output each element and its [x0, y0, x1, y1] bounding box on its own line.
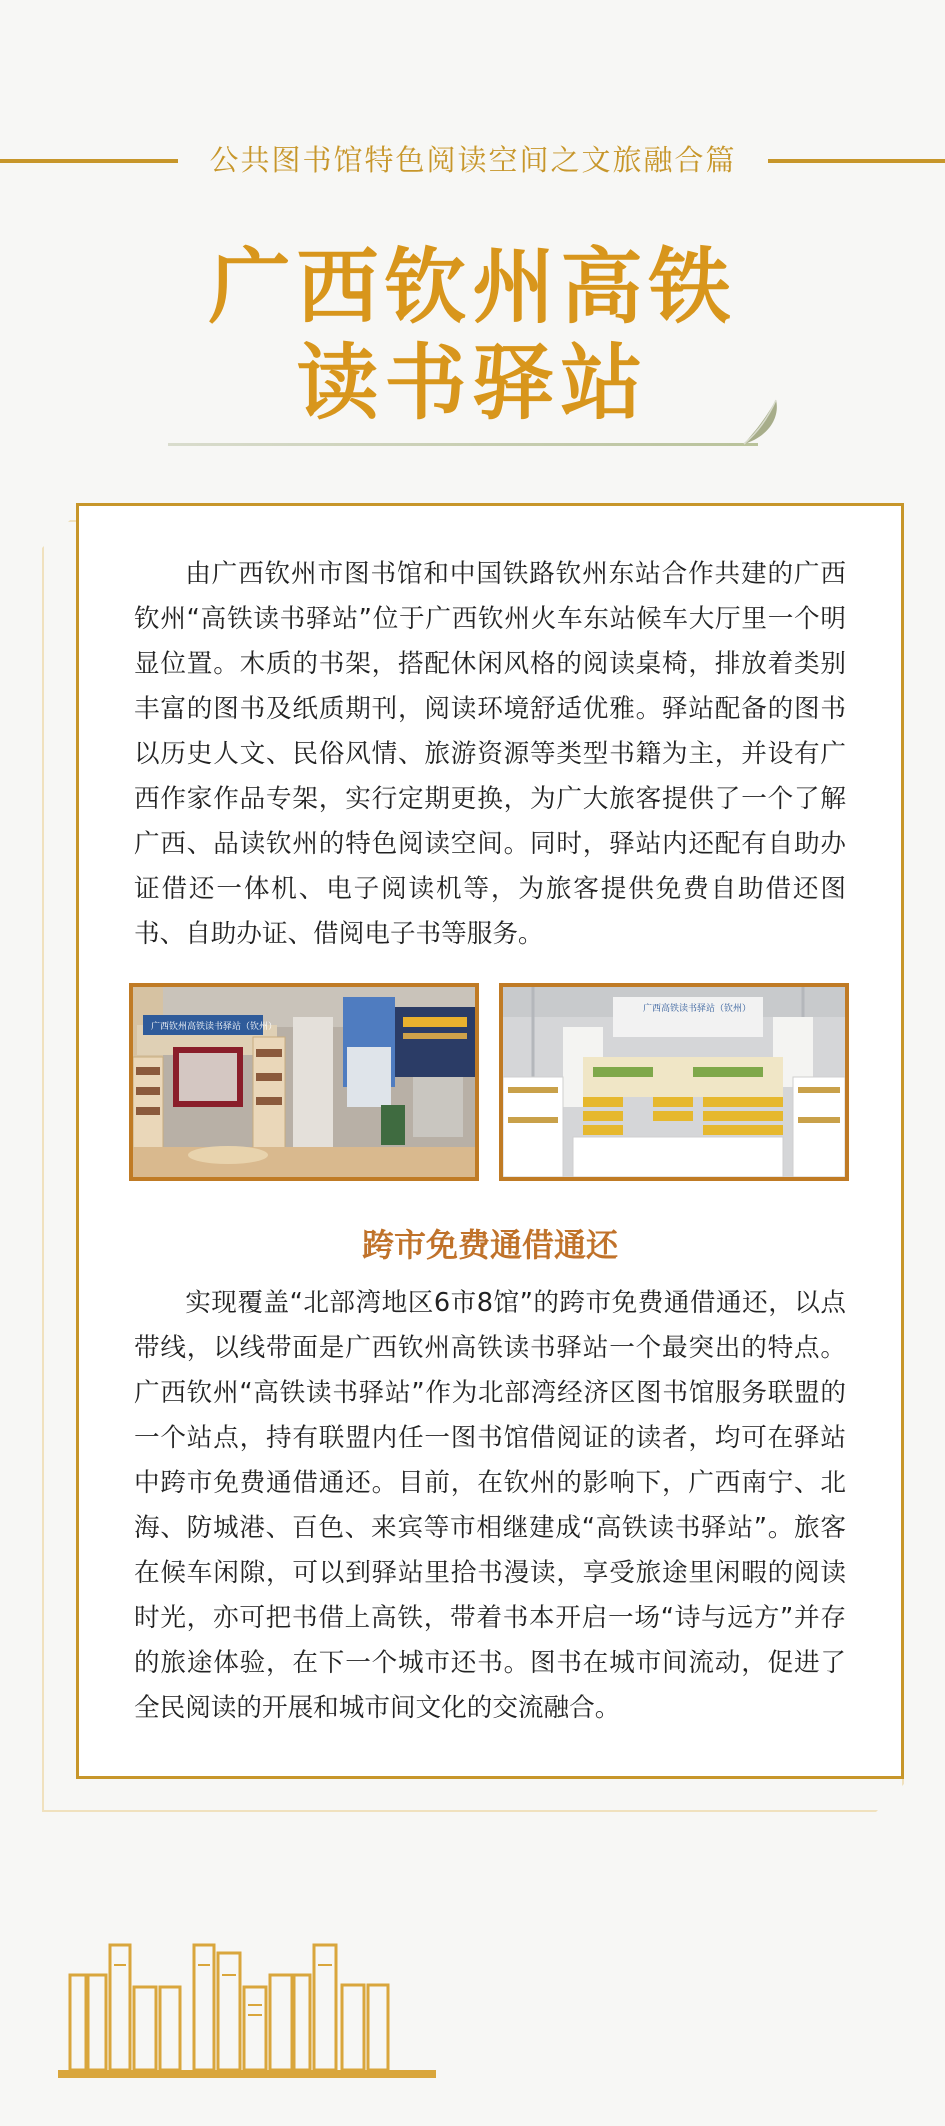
page-title-line2: 读书驿站	[296, 336, 649, 431]
photo-left-sign: 广西钦州高铁读书驿站（钦州）	[151, 1022, 278, 1032]
photo-reading-station-shelves	[499, 983, 849, 1181]
photo-left-image	[133, 987, 475, 1177]
bookshelf-icon	[58, 1935, 438, 2080]
section-paragraph: 实现覆盖“北部湾地区6市8馆”的跨市免费通借通还，以点带线，以线带面是广西钦州高铁读书驿站一个最突出的特点。广西钦州“高铁读书驿站”作为北部湾经济区图书馆服务联盟的一个站点，持有联盟内任一图书馆借阅证的读者，均可在驿站中跨市免费通借通还。目前，在钦州的影响下，广西南宁、北海、防城港、百色、来宾等市相继建成“高铁读书驿站”。旅客在候车闲隙，可以到驿站里拾书漫读，享受旅途里闲暇的阅读时光，亦可把书借上高铁，带着书本开启一场“诗与远方”并存的旅途体验，在下一个城市还书。图书在城市间流动，促进了全民阅读的开展和城市间文化的交流融合。	[134, 1288, 846, 1723]
intro-paragraph: 由广西钦州市图书馆和中国铁路钦州东站合作共建的广西钦州“高铁读书驿站”位于广西钦州火车东站候车大厅里一个明显位置。木质的书架，搭配休闲风格的阅读桌椅，排放着类别丰富的图书及纸质期刊，阅读环境舒适优雅。驿站配备的图书以历史人文、民俗风情、旅游资源等类型书籍为主，并设有广西作家作品专架，实行定期更换，为广大旅客提供了一个了解广西、品读钦州的特色阅读空间。同时，驿站内还配有自助办证借还一体机、电子阅读机等，为旅客提供免费自助借还图书、自助办证、借阅电子书等服务。	[134, 559, 846, 949]
section-heading: 跨市免费通借通还	[361, 1226, 618, 1264]
photo-right-image	[503, 987, 845, 1177]
page-title	[0, 240, 945, 432]
series-title: 公共图书馆特色阅读空间之文旅融合篇	[209, 143, 737, 177]
page-title-line1: 广西钦州高铁	[208, 240, 737, 335]
leaf-icon	[740, 398, 782, 446]
header-rule-left	[0, 159, 178, 163]
header-rule-right	[768, 159, 945, 163]
photo-reading-station-interior	[129, 983, 479, 1181]
title-underline	[168, 443, 758, 446]
photo-right-sign: 广西高铁读书驿站（钦州）	[643, 1004, 752, 1014]
